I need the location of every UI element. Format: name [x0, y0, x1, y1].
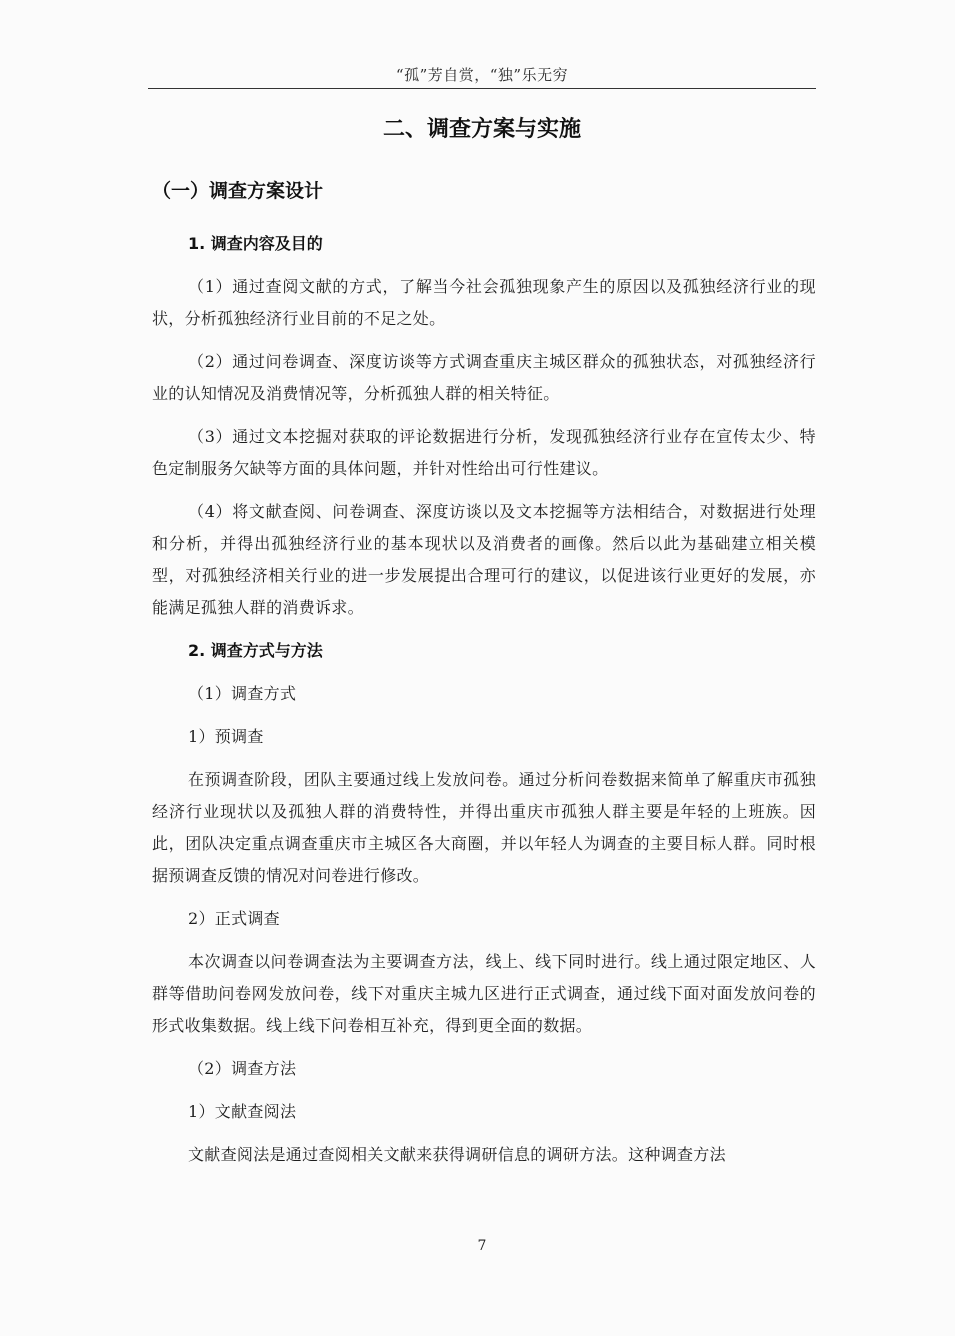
subheading-purpose: 1. 调查内容及目的	[188, 234, 323, 253]
paragraph: 文献查阅法是通过查阅相关文献来获得调研信息的调研方法。这种调查方法	[188, 1145, 726, 1164]
running-header: “孤”芳自赏，“独”乐无穷	[395, 66, 569, 84]
item-label: 2）正式调查	[188, 909, 280, 928]
subheading-methods: 2. 调查方式与方法	[188, 641, 323, 660]
chapter-title: 二、调查方案与实施	[382, 117, 581, 142]
item-label: 1）预调查	[188, 727, 264, 746]
paragraph: （1）通过查阅文献的方式，了解当今社会孤独现象产生的原因以及孤独经济行业的现状，分析孤独经济行业目前的不足之处。	[152, 277, 816, 328]
page-number: 7	[477, 1238, 487, 1254]
header-divider	[148, 88, 816, 89]
paragraph: （4）将文献查阅、问卷调查、深度访谈以及文本挖掘等方法相结合，对数据进行处理和分析，并得出孤独经济行业的基本现状以及消费者的画像。然后以此为基础建立相关模型，对孤独经济相关行业的进一步发展提出合理可行的建议，以促进该行业更好的发展，亦能满足孤独人群的消费诉求。	[152, 502, 816, 617]
item-label: （1）调查方式	[188, 684, 297, 703]
section-title: （一）调查方案设计	[152, 180, 324, 202]
paragraph: 本次调查以问卷调查法为主要调查方法，线上、线下同时进行。线上通过限定地区、人群等借助问卷网发放问卷，线下对重庆主城九区进行正式调查，通过线下面对面发放问卷的形式收集数据。线上线下问卷相互补充，得到更全面的数据。	[152, 952, 816, 1035]
item-label: （2）调查方法	[188, 1059, 297, 1078]
paragraph: （2）通过问卷调查、深度访谈等方式调查重庆主城区群众的孤独状态，对孤独经济行业的认知情况及消费情况等，分析孤独人群的相关特征。	[152, 352, 816, 403]
item-label: 1）文献查阅法	[188, 1102, 297, 1121]
body-content	[152, 228, 816, 1182]
paragraph: 在预调查阶段，团队主要通过线上发放问卷。通过分析问卷数据来简单了解重庆市孤独经济行业现状以及孤独人群的消费特性，并得出重庆市孤独人群主要是年轻的上班族。因此，团队决定重点调查重庆市主城区各大商圈，并以年轻人为调查的主要目标人群。同时根据预调查反馈的情况对问卷进行修改。	[152, 770, 816, 885]
paragraph: （3）通过文本挖掘对获取的评论数据进行分析，发现孤独经济行业存在宣传太少、特色定制服务欠缺等方面的具体问题，并针对性给出可行性建议。	[152, 427, 816, 478]
